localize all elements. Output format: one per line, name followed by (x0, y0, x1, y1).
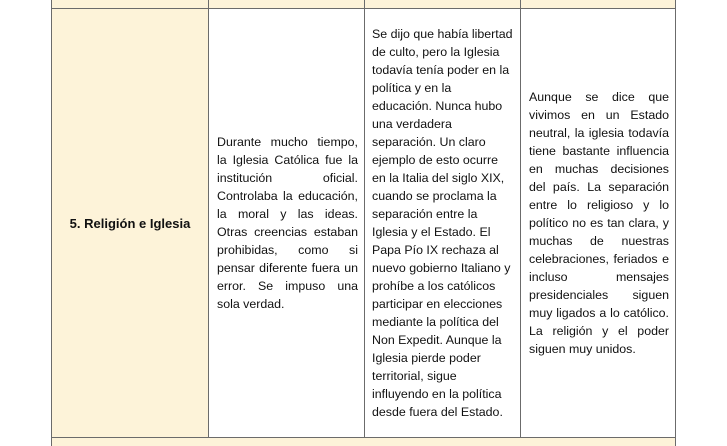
column-divider (520, 0, 521, 446)
column-divider (364, 0, 365, 446)
next-row-edge (52, 437, 675, 446)
column-divider (208, 0, 209, 446)
column2-cell (209, 9, 364, 437)
column3-text: Se dijo que había libertad de culto, pero la Iglesia todavía tenía poder en la política y en la educación. Nunca hubo una verdadera separación. Un claro ejemplo de esto ocurre en la Italia del siglo XIX, cuando se proclama la separación entre la Iglesia y el Estado. El Papa Pío IX rechaza al nuevo gobierno Italiano y prohíbe a los católicos participar en elecciones mediante la política del Non Expedit. Aunque la Iglesia pierde poder territorial, sigue influyendo en la política desde fuera del Estado. (372, 27, 513, 419)
column3-cell (365, 9, 520, 437)
comparison-table (51, 0, 676, 446)
column4-text: Aunque se dice que vivimos en un Estado neutral, la iglesia todavía tiene bastante influencia en muchas decisiones del país. La separación entre lo religioso y lo político no es tan clara, y muchas de nuestras celebraciones, feriados e incluso mensajes presidenciales siguen muy ligados a lo católico. La religión y el poder siguen muy unidos. (529, 90, 669, 356)
theme-label: 5. Religión e Iglesia (69, 215, 191, 231)
column4-cell (521, 9, 676, 437)
theme-cell (52, 9, 208, 437)
column2-text: Durante mucho tiempo, la Iglesia Católica fue la institución oficial. Controlaba la educación, la moral y las ideas. Otras creencias estaban prohibidas, como si pensar diferente fuera un error. Se impuso una sola verdad. (217, 135, 358, 311)
